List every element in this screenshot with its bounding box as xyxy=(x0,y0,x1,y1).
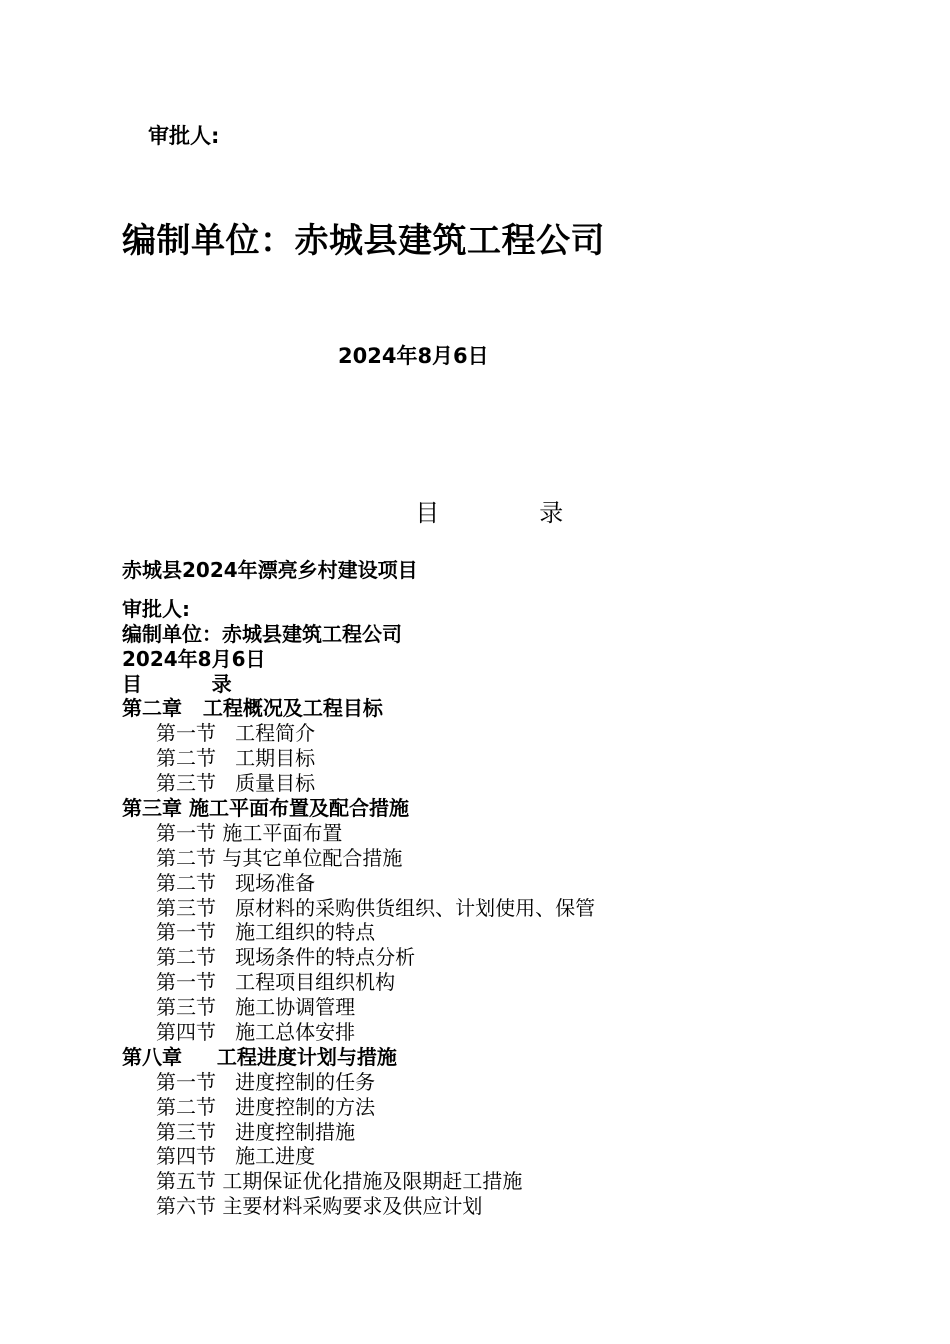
cover-date: 2024年8月6日 xyxy=(338,344,489,368)
cover-approver: 审批人: xyxy=(148,124,220,148)
toc-heading-char-2: 录 xyxy=(539,499,564,527)
toc-heading-char-1: 目 xyxy=(415,499,440,527)
toc-section[interactable]: 第五节 工期保证优化措施及限期赶工措施 xyxy=(156,1169,523,1194)
toc-section[interactable]: 第二节 与其它单位配合措施 xyxy=(156,845,403,870)
toc-main-heading xyxy=(400,477,563,525)
toc-approver: 审批人: xyxy=(122,596,190,621)
toc-chapter-3[interactable]: 第三章 施工平面布置及配合措施 xyxy=(122,796,409,821)
table-of-contents xyxy=(122,558,882,1219)
toc-section[interactable]: 第二节 现场准备 xyxy=(156,870,316,895)
toc-section[interactable]: 第六节 主要材料采购要求及供应计划 xyxy=(156,1194,483,1219)
toc-section[interactable]: 第三节 施工协调管理 xyxy=(156,995,356,1020)
toc-section[interactable]: 第四节 施工总体安排 xyxy=(156,1020,356,1045)
toc-section[interactable]: 第三节 质量目标 xyxy=(156,771,316,796)
toc-date: 2024年8月6日 xyxy=(122,646,266,671)
toc-project-title: 赤城县2024年漂亮乡村建设项目 xyxy=(122,558,418,582)
toc-section[interactable]: 第三节 进度控制措施 xyxy=(156,1119,356,1144)
toc-section[interactable]: 第一节 工程简介 xyxy=(156,721,316,746)
cover-organization: 编制单位：赤城县建筑工程公司 xyxy=(122,221,605,261)
toc-section[interactable]: 第二节 现场条件的特点分析 xyxy=(156,945,416,970)
toc-section[interactable]: 第三节 原材料的采购供货组织、计划使用、保管 xyxy=(156,895,596,920)
toc-chapter-2[interactable]: 第二章 工程概况及工程目标 xyxy=(122,696,383,721)
toc-section[interactable]: 第一节 工程项目组织机构 xyxy=(156,970,396,995)
toc-section[interactable]: 第一节 进度控制的任务 xyxy=(156,1069,376,1094)
toc-section[interactable]: 第二节 工期目标 xyxy=(156,746,316,771)
toc-heading: 目 录 xyxy=(122,671,232,696)
toc-section[interactable]: 第二节 进度控制的方法 xyxy=(156,1094,376,1119)
toc-chapter-8[interactable]: 第八章 工程进度计划与措施 xyxy=(122,1044,397,1069)
toc-organization: 编制单位：赤城县建筑工程公司 xyxy=(122,621,402,646)
toc-section[interactable]: 第一节 施工组织的特点 xyxy=(156,920,376,945)
toc-section[interactable]: 第四节 施工进度 xyxy=(156,1144,316,1169)
toc-section[interactable]: 第一节 施工平面布置 xyxy=(156,820,343,845)
